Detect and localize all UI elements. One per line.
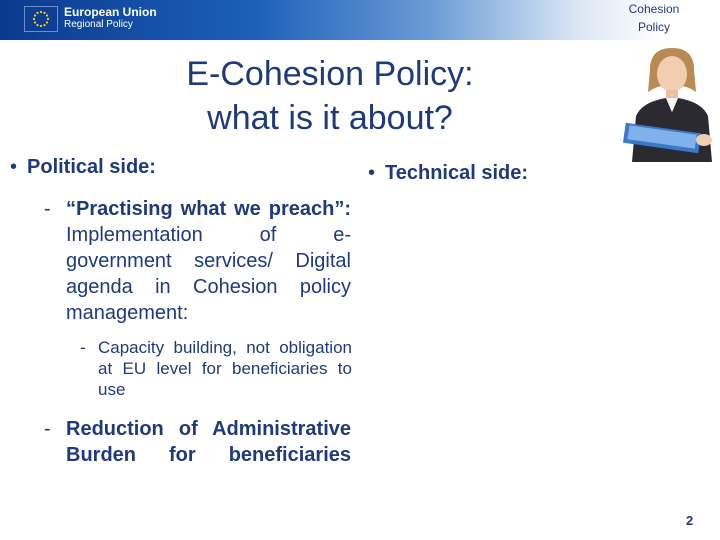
eu-stars-icon: [25, 7, 57, 31]
bullet-icon: •: [10, 156, 18, 178]
technical-side-heading: [368, 162, 528, 185]
political-side-label: Political side:: [27, 156, 156, 178]
bullet-icon: •: [368, 162, 376, 184]
page-number: 2: [686, 513, 694, 528]
practising-text: [66, 196, 351, 352]
title-line-2: what is it about?: [207, 99, 453, 137]
cohesion-tag-line: Policy: [637, 20, 670, 34]
dash-icon: -: [44, 198, 51, 220]
capacity-building-text: Capacity building, not obligation at EU level for beneficiaries to use: [98, 338, 352, 399]
dash-icon: -: [44, 418, 51, 440]
org-name: European Union: [64, 5, 157, 19]
cohesion-tag-line: Cohesion: [628, 2, 680, 16]
org-subtitle: Regional Policy: [64, 19, 133, 30]
eu-logo-text: [64, 5, 157, 31]
businesswoman-photo: [620, 40, 720, 162]
eu-flag-icon: [24, 6, 58, 32]
practising-item: [44, 196, 351, 352]
technical-side-label: Technical side:: [385, 162, 529, 184]
reduction-item: [44, 416, 351, 494]
dash-icon: -: [80, 338, 86, 357]
slide-title: [110, 52, 550, 140]
political-side-heading: [10, 156, 156, 179]
reduction-text: Reduction of Administrative Burden for beneficiaries: [66, 418, 351, 466]
capacity-building-item: [80, 337, 352, 421]
practising-body: Implementation of e-government services/ Digital agenda in Cohesion policy management:: [66, 224, 351, 324]
practising-bold: “Practising what we preach”:: [66, 198, 351, 220]
title-line-1: E-Cohesion Policy:: [186, 55, 474, 93]
